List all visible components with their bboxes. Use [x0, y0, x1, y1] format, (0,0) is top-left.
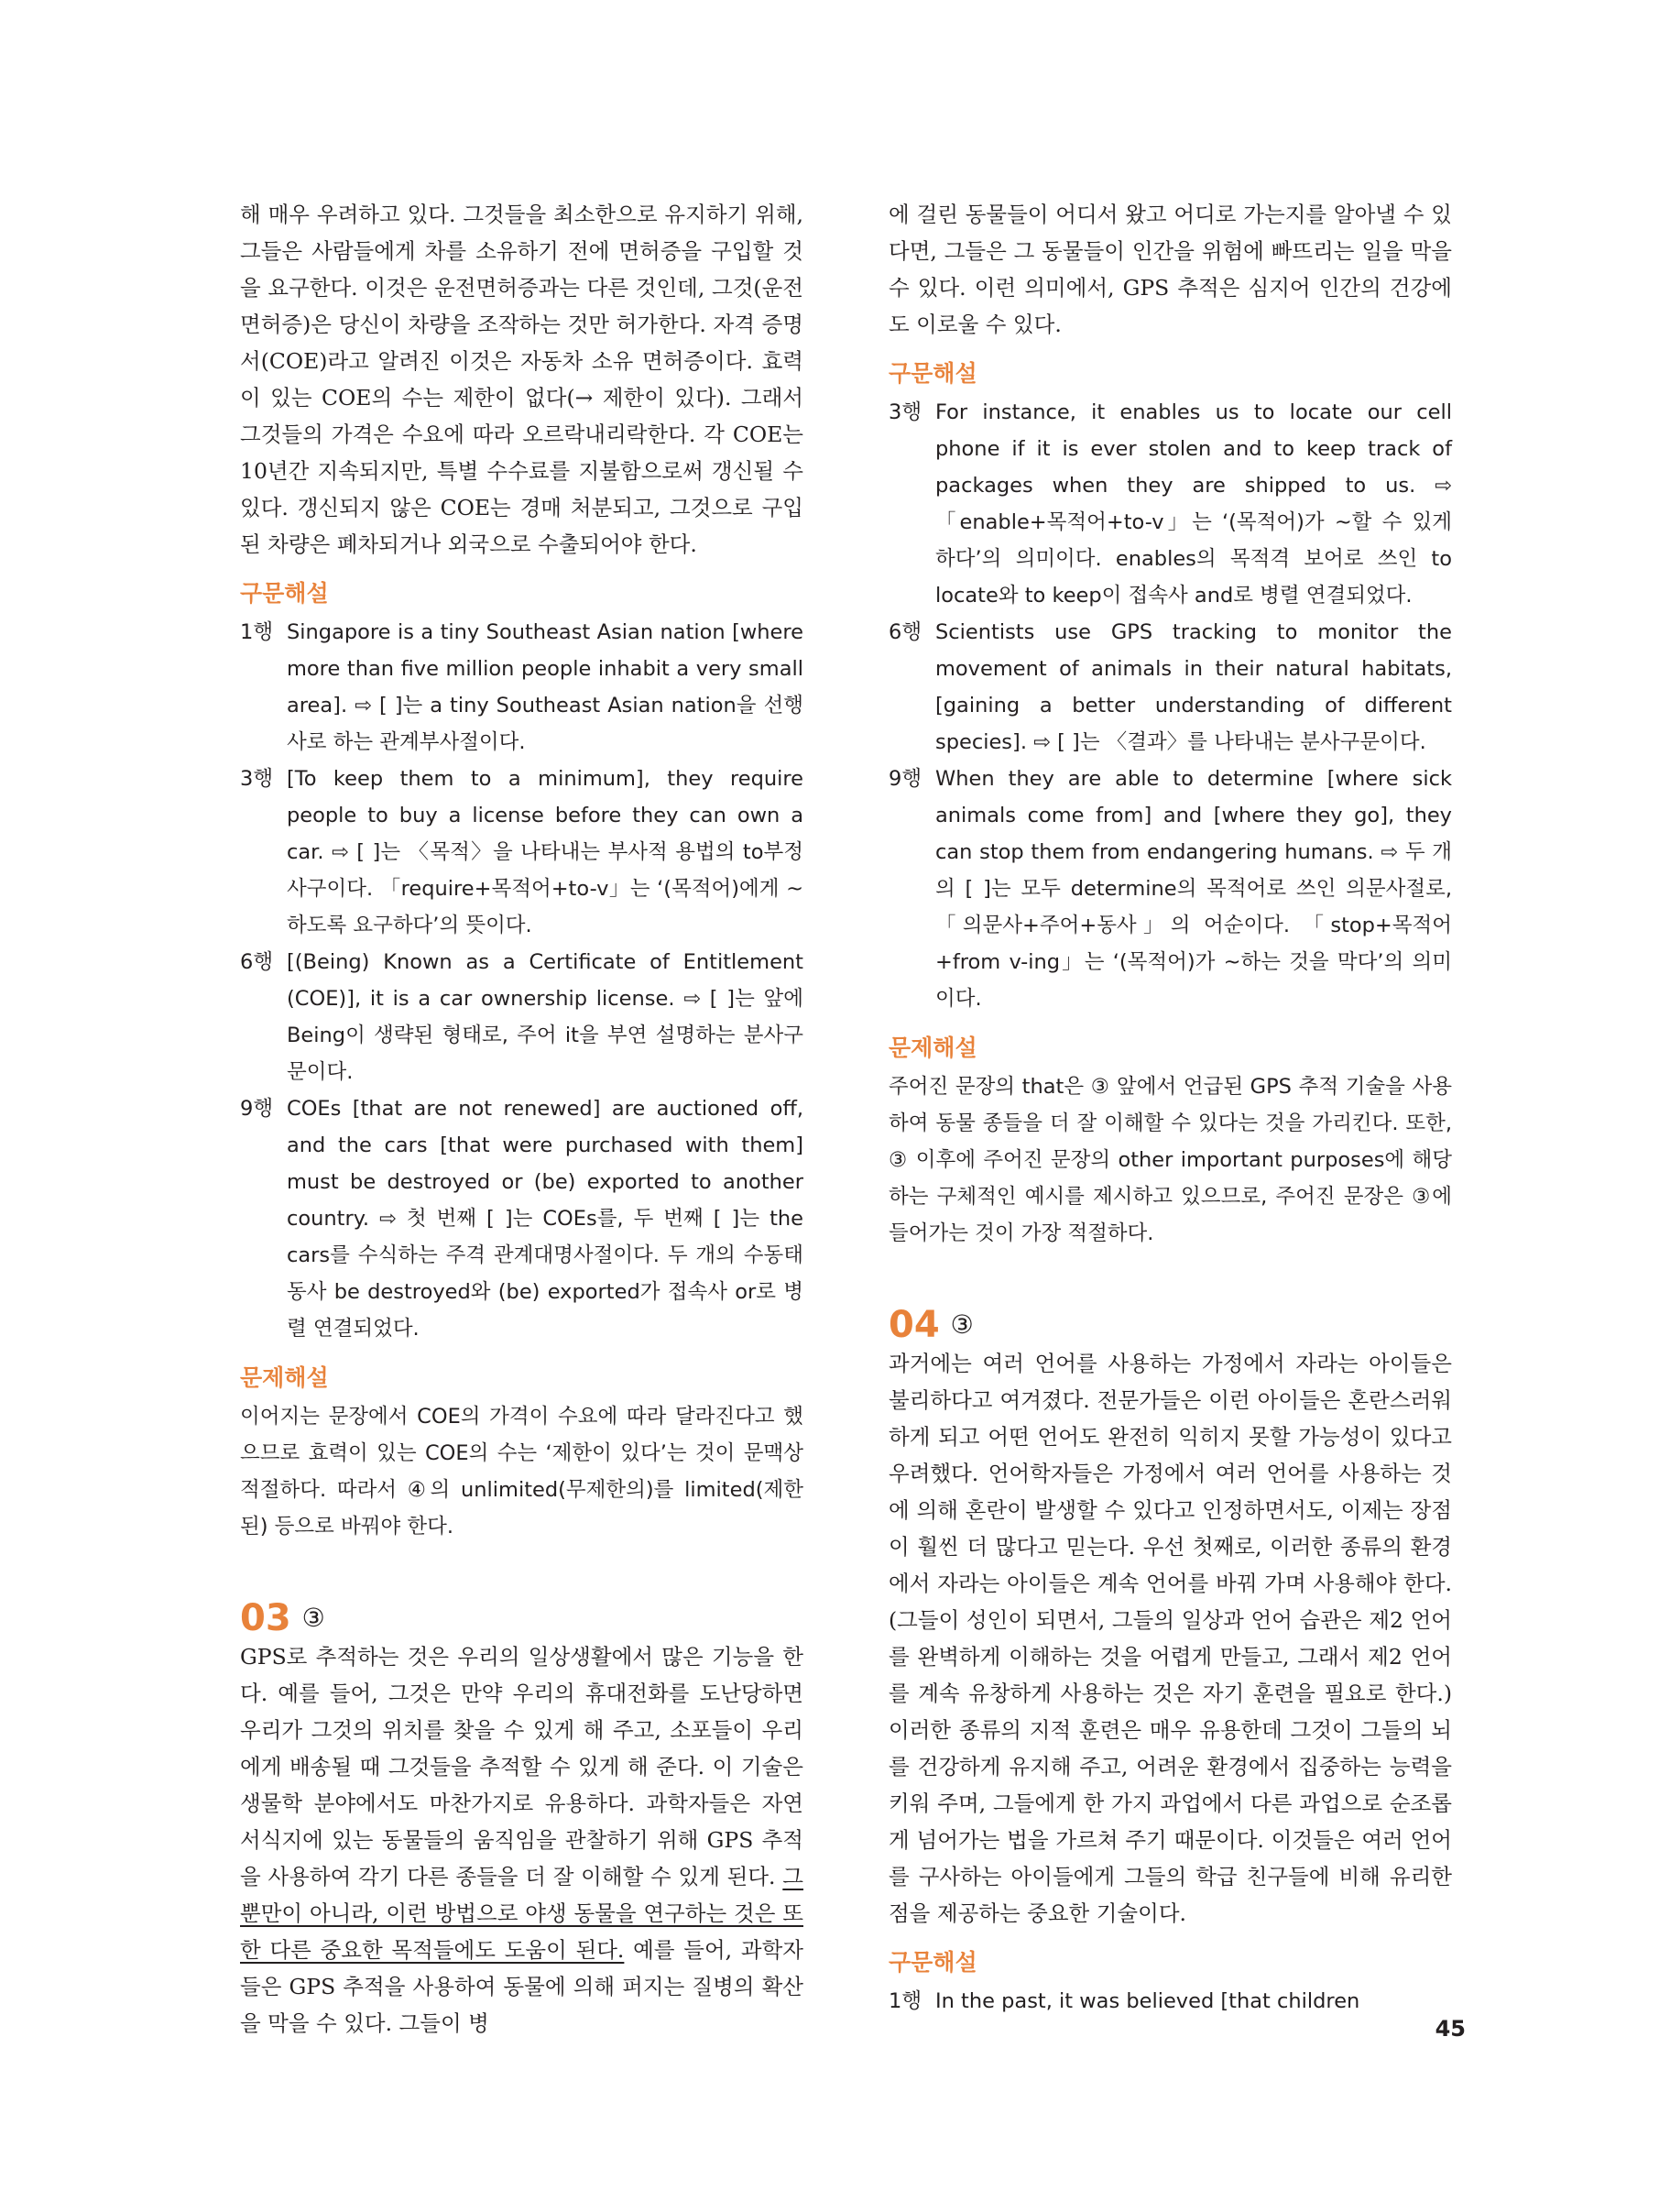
- syntax-text: COEs [that are not renewed] are auctioned off, and the cars [that were purchased with them] must be destroyed or (be) exported to another country. ⇨ 첫 번째 [ ]는 COEs를, 두 번째 [ ]는 the cars를 수식하는 주격 관계대명사절이다. 두 개의 수동태 동사 be destroyed와 (be) exported가 접속사 or로 병렬 연결되었다.: [287, 1097, 803, 1341]
- line-number: 9행: [889, 767, 922, 791]
- syntax-item: [240, 761, 803, 944]
- translation-part: 예를 들어, 과학자들은 GPS 추적을 사용하여 동물에 의해 퍼지는 질병의 확산을 막을 수 있다. 그들이 병: [240, 1937, 803, 2036]
- syntax-item: [240, 1090, 803, 1347]
- syntax-list: [889, 394, 1452, 1017]
- line-number: 1행: [889, 1989, 922, 2013]
- question-03-translation: [240, 1638, 803, 2042]
- translation-part: GPS로 추적하는 것은 우리의 일상생활에서 많은 기능을 한다. 예를 들어, 그것은 만약 우리의 휴대전화를 도난당하면 우리가 그것의 위치를 찾을 수 있게 해 주고, 소포들이 우리에게 배송될 때 그것들을 추적할 수 있게 해 준다. 이 기술은 생물학 분야에서도 마찬가지로 유용하다. 과학자들은 자연 서식지에 있는 동물들의 움직임을 관찰하기 위해 GPS 추적을 사용하여 각기 다른 종들을 더 잘 이해할 수 있게 된다.: [240, 1644, 803, 1889]
- syntax-heading: 구문해설: [889, 360, 977, 387]
- problem-heading: 문제해설: [889, 1035, 977, 1061]
- continued-translation: 에 걸린 동물들이 어디서 왔고 어디로 가는지를 알아낼 수 있다면, 그들은 그 동물들이 인간을 위험에 빠뜨리는 일을 막을 수 있다. 이런 의미에서, GPS 추적은 심지어 인간의 건강에도 이로울 수 있다.: [889, 202, 1452, 337]
- line-number: 9행: [240, 1097, 274, 1121]
- syntax-item: [889, 614, 1452, 761]
- line-number: 6행: [240, 950, 274, 974]
- syntax-text: For instance, it enables us to locate our cell phone if it is ever stolen and to keep track of packages when they are shipped to us. ⇨ 「enable+목적어+to-v」는 ‘(목적어)가 ~할 수 있게 하다’의 의미이다. enables의 목적격 보어로 쓰인 to locate와 to keep이 접속사 and로 병렬 연결되었다.: [935, 400, 1452, 608]
- problem-heading: 문제해설: [240, 1364, 329, 1391]
- continued-translation: 해 매우 우려하고 있다. 그것들을 최소한으로 유지하기 위해, 그들은 사람들에게 차를 소유하기 전에 면허증을 구입할 것을 요구한다. 이것은 운전면허증과는 다른 것인데, 그것(운전면허증)은 당신이 차량을 조작하는 것만 허가한다. 자격 증명서(COE)라고 알려진 이것은 자동차 소유 면허증이다. 효력이 있는 COE의 수는 제한이 없다(→ 제한이 있다). 그래서 그것들의 가격은 수요에 따라 오르락내리락한다. 각 COE는 10년간 지속되지만, 특별 수수료를 지불함으로써 갱신될 수 있다. 갱신되지 않은 COE는 경매 처분되고, 그것으로 구입된 차량은 폐차되거나 외국으로 수출되어야 한다.: [240, 202, 803, 557]
- answer-mark: ③: [950, 1309, 974, 1340]
- line-number: 1행: [240, 620, 274, 644]
- right-column: [889, 196, 1452, 2020]
- question-03-header: [240, 1591, 803, 1638]
- syntax-text: In the past, it was believed [that children: [935, 1989, 1360, 2013]
- syntax-item: [889, 1983, 1452, 2020]
- page-number: 45: [1435, 2016, 1466, 2042]
- line-number: 3행: [889, 400, 922, 424]
- syntax-text: [To keep them to a minimum], they require people to buy a license before they can own a car. ⇨ [ ]는 〈목적〉을 나타내는 부사적 용법의 to부정사구이다. 「require+목적어+to-v」는 ‘(목적어)에게 ~하도록 요구하다’의 뜻이다.: [287, 767, 803, 937]
- line-number: 6행: [889, 620, 922, 644]
- line-number: 3행: [240, 767, 274, 791]
- problem-explanation: 주어진 문장의 that은 ③ 앞에서 언급된 GPS 추적 기술을 사용하여 동물 종들을 더 잘 이해할 수 있다는 것을 가리킨다. 또한, ③ 이후에 주어진 문장의 other important purposes에 해당하는 구체적인 예시를 제시하고 있으므로, 주어진 문장은 ③에 들어가는 것이 가장 적절하다.: [889, 1075, 1452, 1245]
- question-04-translation: 과거에는 여러 언어를 사용하는 가정에서 자라는 아이들은 불리하다고 여겨졌다. 전문가들은 이런 아이들은 혼란스러워 하게 되고 어떤 언어도 완전히 익히지 못할 가능성이 있다고 우려했다. 언어학자들은 가정에서 여러 언어를 사용하는 것에 의해 혼란이 발생할 수 있다고 인정하면서도, 이제는 장점이 훨씬 더 많다고 믿는다. 우선 첫째로, 이러한 종류의 환경에서 자라는 아이들은 계속 언어를 바꿔 가며 사용해야 한다. (그들이 성인이 되면서, 그들의 일상과 언어 습관은 제2 언어를 완벽하게 이해하는 것을 어렵게 만들고, 그래서 제2 언어를 계속 유창하게 사용하는 것은 자기 훈련을 필요로 한다.) 이러한 종류의 지적 훈련은 매우 유용한데 그것이 그들의 뇌를 건강하게 유지해 주고, 어려운 환경에서 집중하는 능력을 키워 주며, 그들에게 한 가지 과업에서 다른 과업으로 순조롭게 넘어가는 법을 가르쳐 주기 때문이다. 이것들은 여러 언어를 구사하는 아이들에게 그들의 학급 친구들에 비해 유리한 점을 제공하는 중요한 기술이다.: [889, 1351, 1452, 1926]
- underlined-answer-sentence: 그뿐만이 아니라, 이런 방법으로 야생 동물을 연구하는 것은 또한 다른 중요한 목적들에도 도움이 된다.: [240, 1864, 803, 1963]
- syntax-item: [240, 614, 803, 761]
- syntax-text: Scientists use GPS tracking to monitor the movement of animals in their natural habitats, [gaining a better understanding of different species]. ⇨ [ ]는 〈결과〉를 나타내는 분사구문이다.: [935, 620, 1452, 754]
- syntax-list: [240, 614, 803, 1347]
- answer-mark: ③: [301, 1603, 325, 1633]
- left-column: [240, 196, 803, 2042]
- question-number: 03: [240, 1597, 291, 1639]
- syntax-item: [240, 944, 803, 1090]
- syntax-text: When they are able to determine [where sick animals come from] and [where they go], they can stop them from endangering humans. ⇨ 두 개의 [ ]는 모두 determine의 목적어로 쓰인 의문사절로, 「의문사+주어+동사」의 어순이다. 「stop+목적어+from v-ing」는 ‘(목적어)가 ~하는 것을 막다’의 의미이다.: [935, 767, 1452, 1011]
- syntax-item: [889, 394, 1452, 614]
- problem-explanation: 이어지는 문장에서 COE의 가격이 수요에 따라 달라진다고 했으므로 효력이 있는 COE의 수는 ‘제한이 있다’는 것이 문맥상 적절하다. 따라서 ④의 unlimited(무제한의)를 limited(제한된) 등으로 바꿔야 한다.: [240, 1405, 803, 1539]
- syntax-heading: 구문해설: [889, 1949, 977, 1976]
- syntax-item: [889, 761, 1452, 1017]
- question-04-header: [889, 1298, 1452, 1345]
- syntax-heading: 구문해설: [240, 580, 329, 607]
- question-number: 04: [889, 1304, 940, 1346]
- syntax-text: Singapore is a tiny Southeast Asian nation [where more than five million people inhabit a very small area]. ⇨ [ ]는 a tiny Southeast Asian nation을 선행사로 하는 관계부사절이다.: [287, 620, 803, 754]
- syntax-text: [(Being) Known as a Certificate of Entitlement (COE)], it is a car ownership license. ⇨ [ ]는 앞에 Being이 생략된 형태로, 주어 it을 부연 설명하는 분사구문이다.: [287, 950, 803, 1084]
